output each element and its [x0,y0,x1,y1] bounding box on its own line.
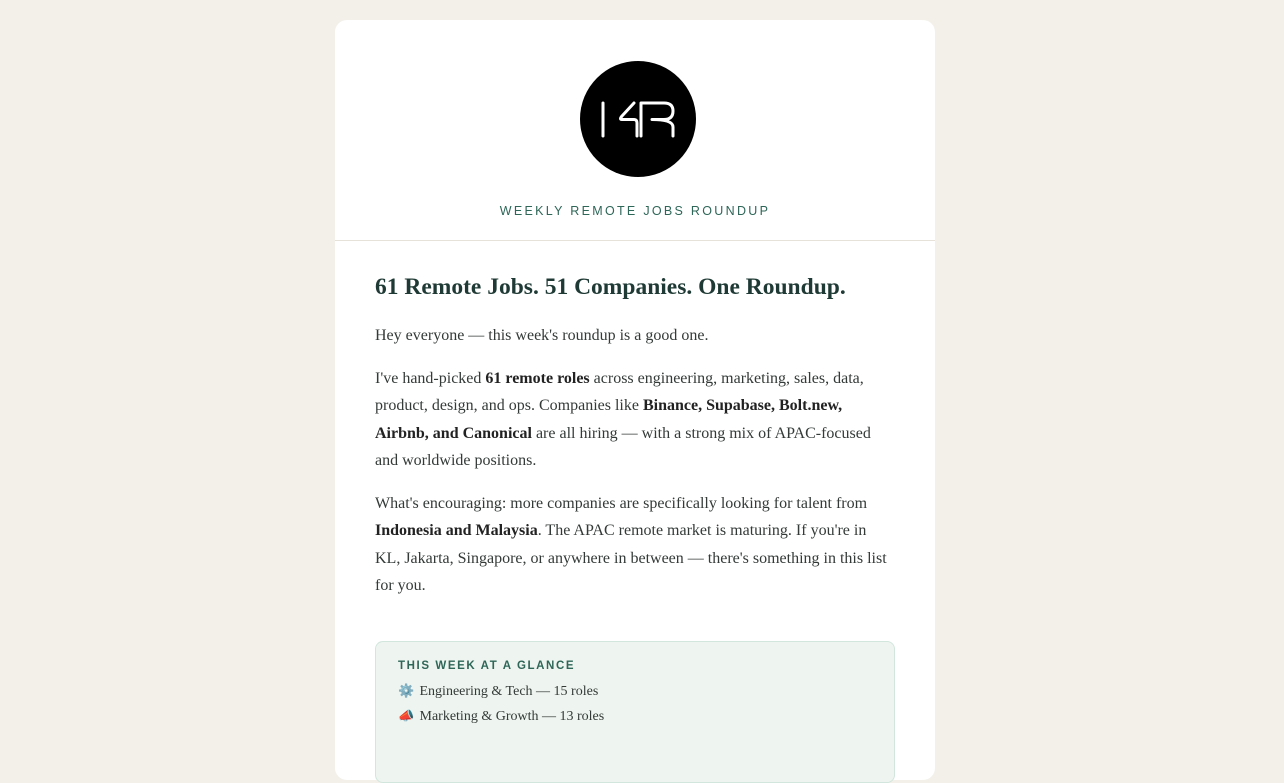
megaphone-icon: 📣 [398,709,415,724]
kr-logo-icon [580,61,696,177]
week-at-a-glance-box [375,641,895,783]
roles-text-2: across engineering, marketing, sales, data, product, design, and ops. Companies like [375,370,864,415]
glance-item-engineering [398,684,598,700]
glance-item-marketing [398,709,604,725]
roles-paragraph [375,365,895,474]
roles-text-3: are all hiring — with a strong mix of APAC-focused and worldwide positions. [375,424,871,469]
apac-text-2: . The APAC remote market is maturing. If you're in KL, Jakarta, Singapore, or anywhere in between — there's something in this list for you. [375,522,887,594]
companies-bold: Binance, Supabase, Bolt.new, Airbnb, and Canonical [375,397,843,442]
roles-text-1: I've hand-picked [375,370,486,387]
kr-logo [580,61,696,177]
newsletter-header [335,20,935,241]
apac-paragraph [375,490,895,599]
page-title: 61 Remote Jobs. 51 Companies. One Roundup. [375,274,846,300]
glance-title: THIS WEEK AT A GLANCE [398,660,576,672]
newsletter-card [335,20,935,780]
intro-paragraph: Hey everyone — this week's roundup is a good one. [375,327,709,344]
countries-bold: Indonesia and Malaysia [375,522,538,540]
glance-item-label: Engineering & Tech — 15 roles [419,684,599,699]
glance-item-label: Marketing & Growth — 13 roles [419,709,605,724]
roles-count-bold: 61 remote roles [485,370,590,387]
newsletter-tagline: WEEKLY REMOTE JOBS ROUNDUP [499,204,771,218]
apac-text-1: What's encouraging: more companies are specifically looking for talent from [375,495,868,512]
gear-icon: ⚙️ [398,684,415,699]
